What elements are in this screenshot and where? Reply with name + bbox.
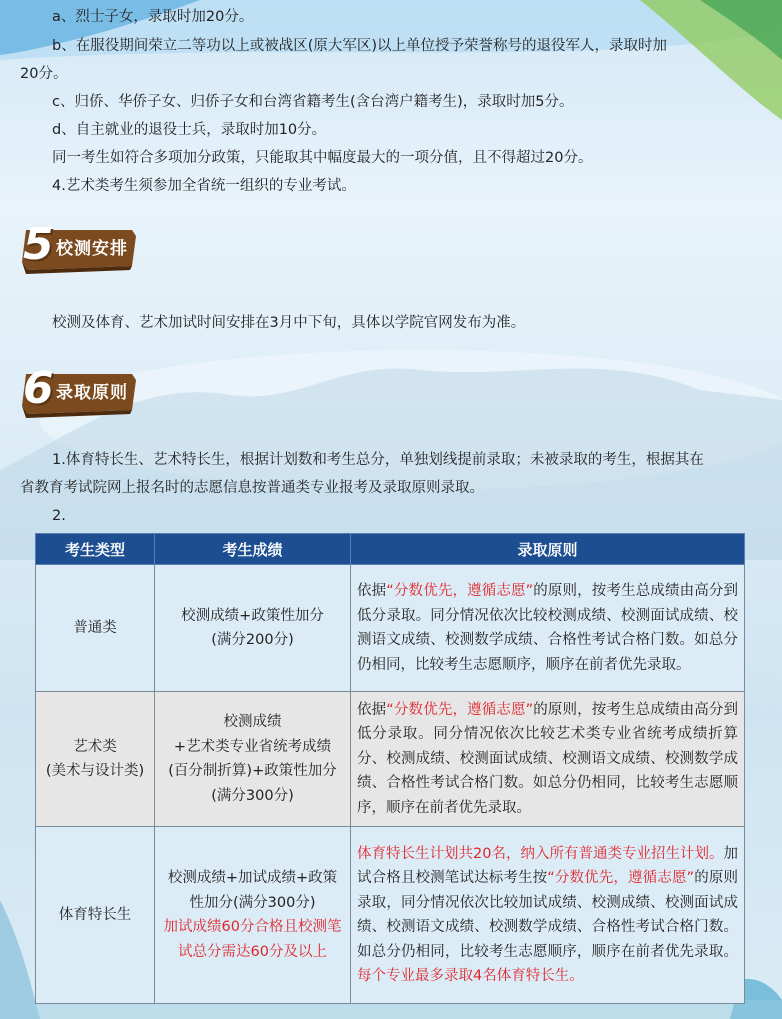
header-admission-rule: 录取原则 (351, 534, 745, 565)
candidate-type: 普通类 (73, 619, 117, 636)
candidate-score-cell (155, 827, 351, 1004)
rule-text: 的原则录取，同分情况依次比较加试成绩、校测成绩、校测面试成绩、校测语文成绩、校测数学成绩、合格性考试合格门数。如总分仍相同，比较考生志愿顺序，顺序在前者优先录取。 (357, 870, 738, 960)
score-formula: 校测成绩+加试成绩+政策性加分(满分300分) (167, 870, 338, 911)
art-exam-note: 4.艺术类考生须参加全省统一组织的专业考试。 (52, 178, 356, 194)
section-title: 校测安排 (56, 239, 128, 259)
rule-prefix: 依据 (357, 583, 387, 599)
candidate-type: 体育特长生 (58, 906, 132, 923)
score-line: (百分制折算)+政策性加分 (168, 763, 337, 779)
candidate-type-sub: (美术与设计类) (45, 763, 145, 779)
header-candidate-score: 考生成绩 (155, 534, 351, 565)
rule-text: 加试合格且校测笔试达标考生按 (357, 845, 738, 886)
section-5-tag (20, 219, 138, 274)
admission-rule-cell (351, 565, 745, 692)
bonus-item-b-line1: b、在服役期间荣立二等功以上或被战区(原大军区)以上单位授予荣誉称号的退役军人，录取时加 (52, 38, 668, 54)
table-row (36, 565, 745, 692)
section-number: 6 (23, 363, 54, 414)
admission-rule-1-line2: 省教育考试院网上报名时的志愿信息按普通类专业报考及录取原则录取。 (20, 480, 484, 496)
rule-text: 的原则，按考生总成绩由高分到低分录取。同分情况依次比较艺术类专业省统考成绩折算分、校测成绩、校测面试成绩、校测语文成绩、校测数学成绩、合格性考试合格门数。如总分仍相同，比较考生志愿顺序，顺序在前者优先录取。 (357, 701, 739, 816)
rule-limit: 每个专业最多录取4名体育特长生。 (357, 968, 584, 984)
section-number: 5 (23, 219, 54, 270)
rule-text: 的原则，按考生总成绩由高分到低分录取。同分情况依次比较校测成绩、校测面试成绩、校测语文成绩、校测数学成绩、合格性考试合格门数。如总分仍相同，比较考生志愿顺序，顺序在前者优先录取。 (357, 583, 739, 673)
candidate-type-cell (36, 827, 155, 1004)
bonus-limit-note: 同一考生如符合多项加分政策，只能取其中幅度最大的一项分值，且不得超过20分。 (52, 150, 593, 166)
section-6-tag (20, 363, 138, 418)
section-5-text: 校测及体育、艺术加试时间安排在3月中下旬，具体以学院官网发布为准。 (52, 315, 526, 331)
admission-rule-1-line1: 1.体育特长生、艺术特长生，根据计划数和考生总分，单独划线提前录取；未被录取的考生，根据其在 (52, 452, 704, 468)
table-header-row (36, 534, 745, 565)
rule-quota: 体育特长生计划共20名，纳入所有普通类专业招生计划。 (357, 845, 724, 862)
section-title: 录取原则 (56, 383, 128, 403)
score-formula: 校测成绩+政策性加分 (181, 607, 324, 624)
candidate-score-cell (155, 692, 351, 827)
candidate-type: 艺术类 (73, 738, 117, 755)
candidate-type-cell (36, 692, 155, 827)
admission-table (35, 533, 745, 1004)
candidate-score-cell (155, 565, 351, 692)
score-line: 校测成绩 (223, 714, 282, 730)
rule-highlight: “分数优先，遵循志愿” (386, 701, 534, 718)
candidate-type-cell (36, 565, 155, 692)
bonus-item-b-line2: 20分。 (20, 66, 68, 82)
score-max: (满分300分) (211, 787, 294, 804)
bonus-item-d: d、自主就业的退役士兵，录取时加10分。 (52, 122, 327, 138)
admission-rule-cell (351, 692, 745, 827)
admission-rule-2-label: 2. (52, 508, 66, 524)
bonus-item-c: c、归侨、华侨子女、归侨子女和台湾省籍考生(含台湾户籍考生)，录取时加5分。 (52, 94, 574, 110)
bonus-item-a: a、烈士子女，录取时加20分。 (52, 9, 254, 25)
score-line: +艺术类专业省统考成绩 (173, 738, 332, 755)
rule-highlight: “分数优先，遵循志愿” (547, 870, 695, 886)
table-row (36, 692, 745, 827)
score-requirement: 加试成绩60分合格且校测笔试总分需达60分及以上 (163, 919, 342, 960)
table-row (36, 827, 745, 1004)
header-candidate-type: 考生类型 (36, 534, 155, 565)
score-max: (满分200分) (211, 632, 294, 648)
admission-rule-cell (351, 827, 745, 1004)
rule-highlight: “分数优先，遵循志愿” (386, 583, 534, 599)
rule-prefix: 依据 (357, 701, 387, 718)
